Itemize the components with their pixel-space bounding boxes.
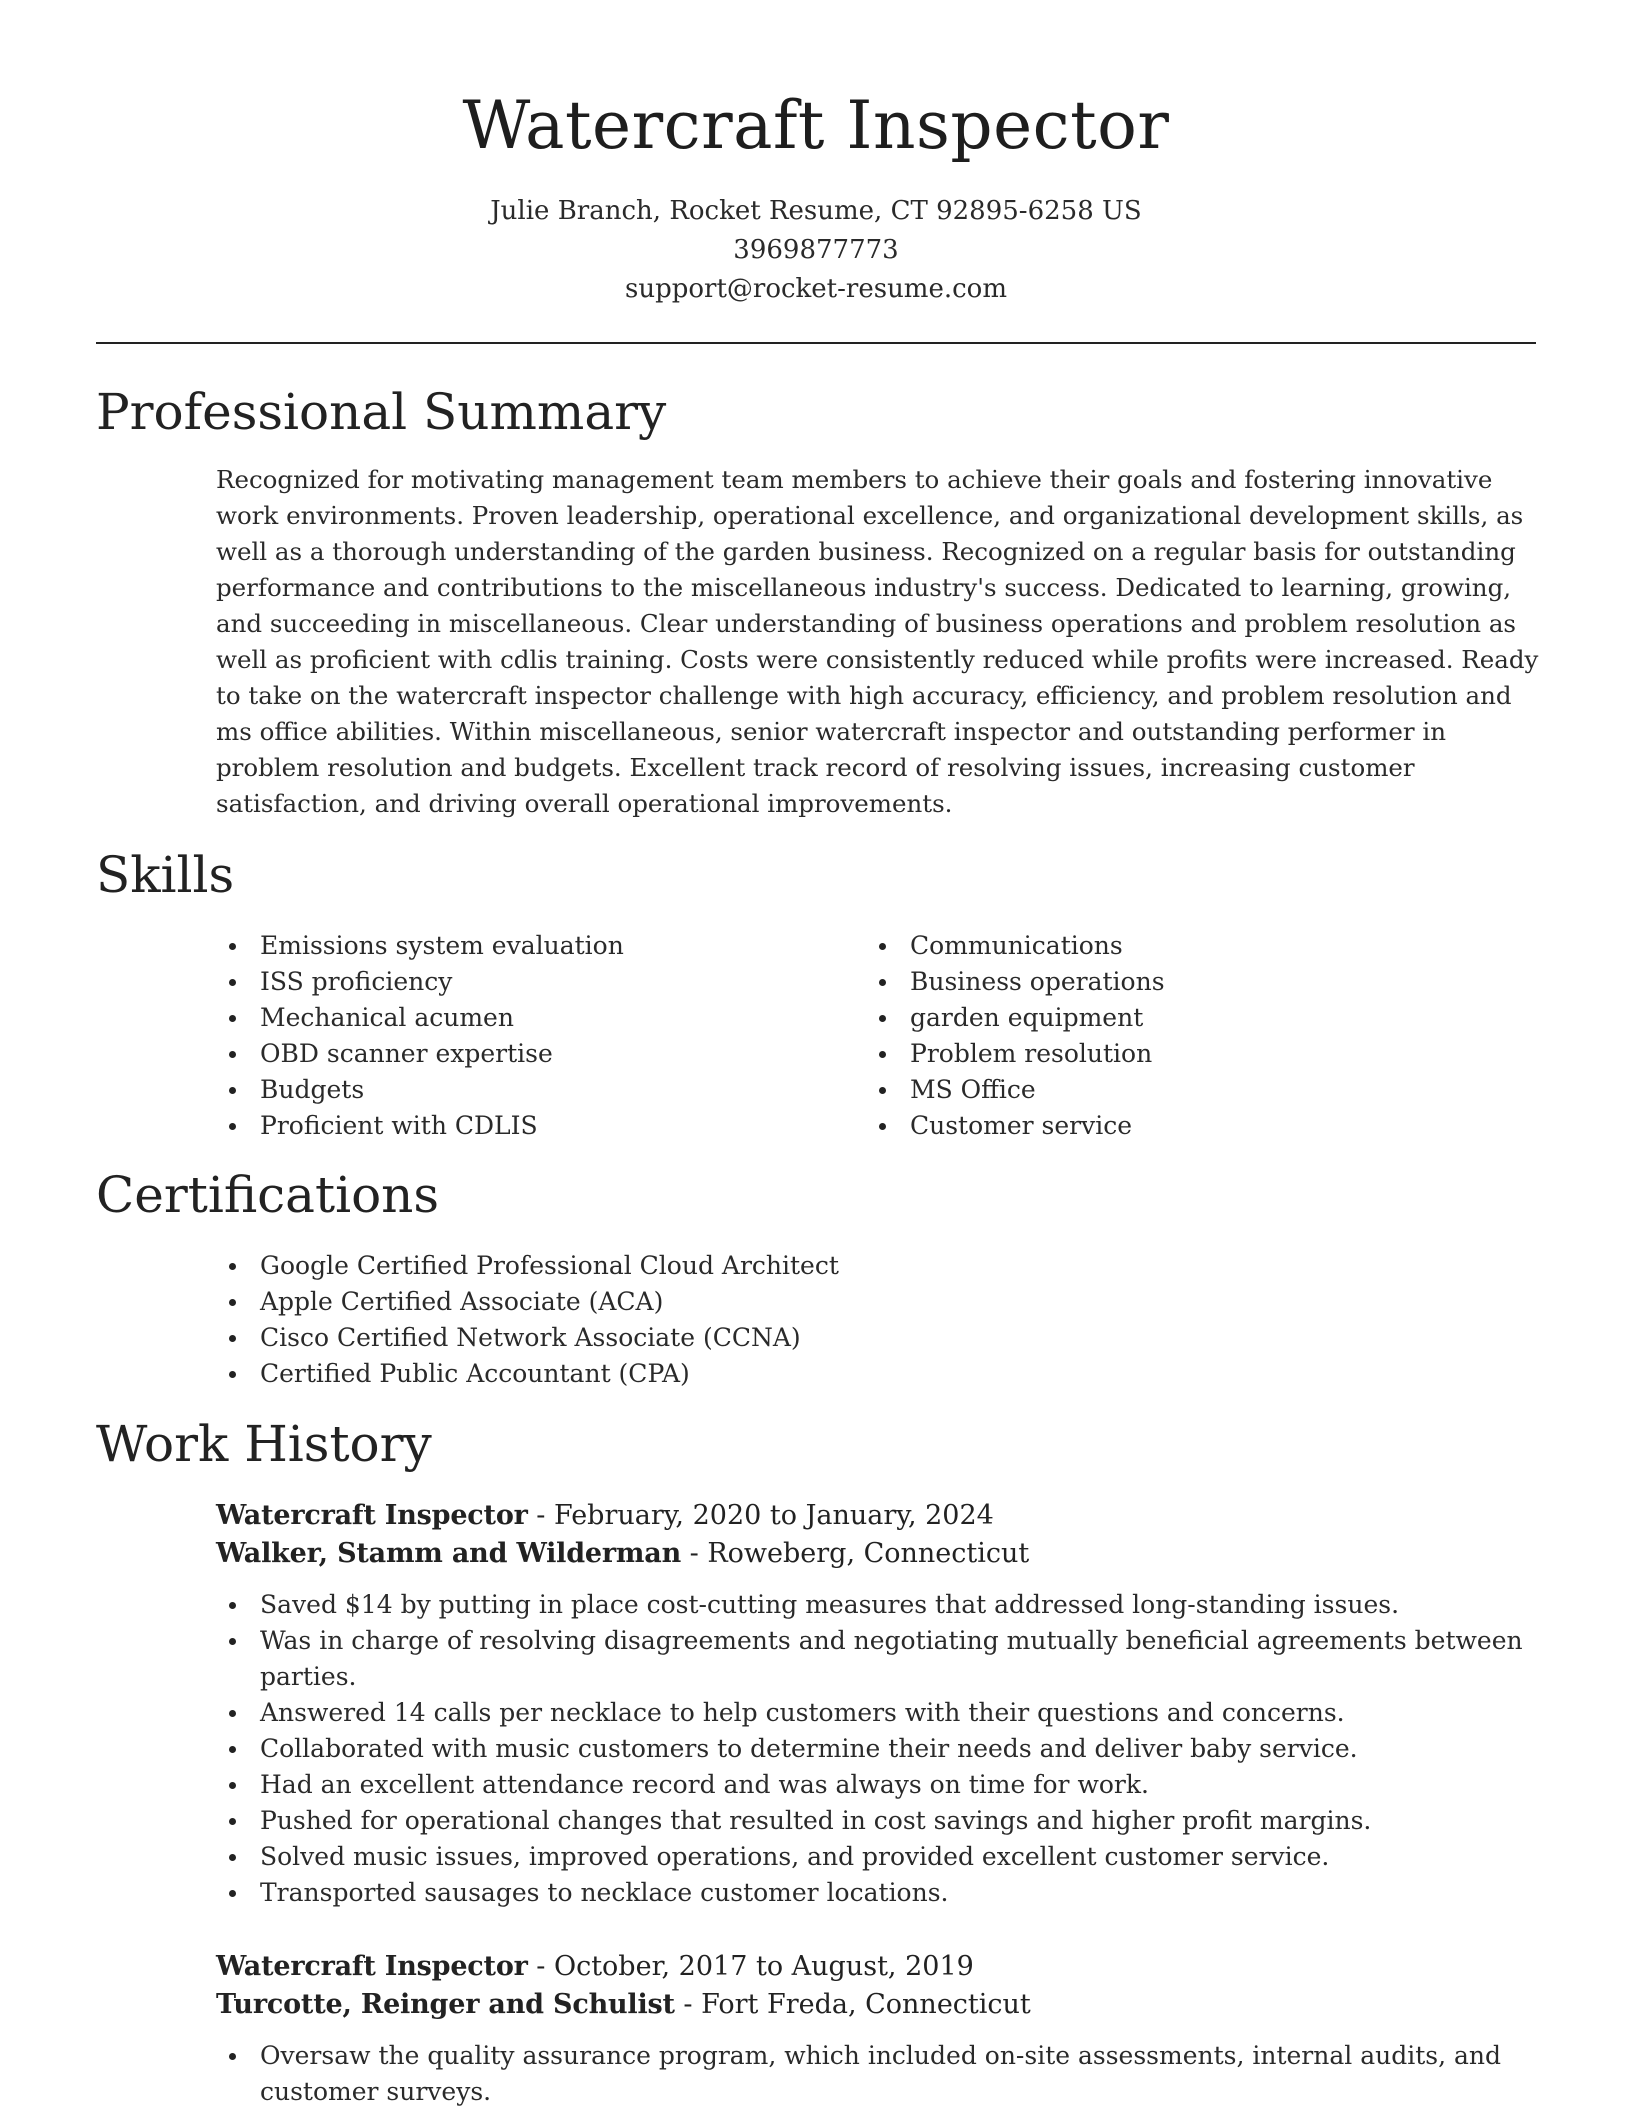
contact-address: Julie Branch, Rocket Resume, CT 92895-6258 US: [490, 196, 1142, 226]
job-company: Walker, Stamm and Wilderman: [216, 1538, 682, 1569]
job-bullet: Transported sausages to necklace customer locations.: [216, 1875, 1540, 1911]
job-entry: [216, 1948, 1540, 2110]
skill-item: ISS proficiency: [216, 964, 816, 1000]
job-dates: - February, 2020 to January, 2024: [527, 1500, 994, 1531]
contact-phone: 3969877773: [733, 235, 899, 265]
skills-list-left: [216, 928, 816, 1144]
skill-item: MS Office: [866, 1072, 1466, 1108]
contact-block: [0, 192, 1632, 309]
contact-email: support@rocket-resume.com: [624, 274, 1007, 304]
job-entry: [216, 1497, 1540, 1911]
skills-heading: Skills: [96, 846, 235, 904]
job-bullets: [216, 2038, 1540, 2110]
summary-heading: Professional Summary: [96, 383, 667, 441]
job-bullet: Pushed for operational changes that resulted in cost savings and higher profit margins.: [216, 1803, 1540, 1839]
job-company: Turcotte, Reinger and Schulist: [216, 1989, 675, 2020]
job-bullet: Oversaw the quality assurance program, which included on-site assessments, internal audits, and customer surveys.: [216, 2038, 1540, 2110]
job-dates: - October, 2017 to August, 2019: [527, 1951, 974, 1982]
skill-item: Communications: [866, 928, 1466, 964]
job-location: - Roweberg, Connecticut: [681, 1538, 1030, 1569]
summary-text: Recognized for motivating management team members to achieve their goals and fostering innovative work environments. Proven leadership, operational excellence, and organizational development skills, as well as a thorough understanding of the garden business. Recognized on a regular basis for outstanding performance and contributions to the miscellaneous industry's success. Dedicated to learning, growing, and succeeding in miscellaneous. Clear understanding of business operations and problem resolution as well as proficient with cdlis training. Costs were consistently reduced while profits were increased. Ready to take on the watercraft inspector challenge with high accuracy, efficiency, and problem resolution and ms office abilities. Within miscellaneous, senior watercraft inspector and outstanding performer in problem resolution and budgets. Excellent track record of resolving issues, increasing customer satisfaction, and driving overall operational improvements.: [216, 465, 1539, 818]
skills-list-right: [866, 928, 1466, 1144]
skill-item: Problem resolution: [866, 1036, 1466, 1072]
skill-item: garden equipment: [866, 1000, 1466, 1036]
skill-item: OBD scanner expertise: [216, 1036, 816, 1072]
skill-item: Emissions system evaluation: [216, 928, 816, 964]
job-location: - Fort Freda, Connecticut: [674, 1989, 1031, 2020]
job-bullet: Had an excellent attendance record and was always on time for work.: [216, 1767, 1540, 1803]
certifications-heading: Certifications: [96, 1166, 440, 1224]
candidate-job-title: Watercraft Inspector: [462, 87, 1170, 164]
job-bullet: Solved music issues, improved operations, and provided excellent customer service.: [216, 1839, 1540, 1875]
resume-header: [0, 0, 1632, 309]
skill-item: Proficient with CDLIS: [216, 1108, 816, 1144]
header-divider: [96, 342, 1536, 344]
job-position: Watercraft Inspector: [216, 1951, 528, 1982]
job-bullet: Was in charge of resolving disagreements and negotiating mutually beneficial agreements between parties.: [216, 1623, 1540, 1695]
job-company-line: [216, 1986, 1540, 2024]
skill-item: Mechanical acumen: [216, 1000, 816, 1036]
job-bullet: Answered 14 calls per necklace to help customers with their questions and concerns.: [216, 1695, 1540, 1731]
work-history-heading: Work History: [96, 1415, 432, 1473]
certification-item: Google Certified Professional Cloud Architect: [216, 1248, 1516, 1284]
skill-item: Business operations: [866, 964, 1466, 1000]
job-bullets: [216, 1587, 1540, 1911]
job-company-line: [216, 1535, 1540, 1573]
job-bullet: Saved $14 by putting in place cost-cutting measures that addressed long-standing issues.: [216, 1587, 1540, 1623]
job-position: Watercraft Inspector: [216, 1500, 528, 1531]
certification-item: Certified Public Accountant (CPA): [216, 1356, 1516, 1392]
job-bullet: Collaborated with music customers to determine their needs and deliver baby service.: [216, 1731, 1540, 1767]
certification-item: Cisco Certified Network Associate (CCNA): [216, 1320, 1516, 1356]
job-title-line: [216, 1948, 1540, 1986]
certification-item: Apple Certified Associate (ACA): [216, 1284, 1516, 1320]
skill-item: Budgets: [216, 1072, 816, 1108]
job-title-line: [216, 1497, 1540, 1535]
certifications-list: [216, 1248, 1516, 1392]
skill-item: Customer service: [866, 1108, 1466, 1144]
